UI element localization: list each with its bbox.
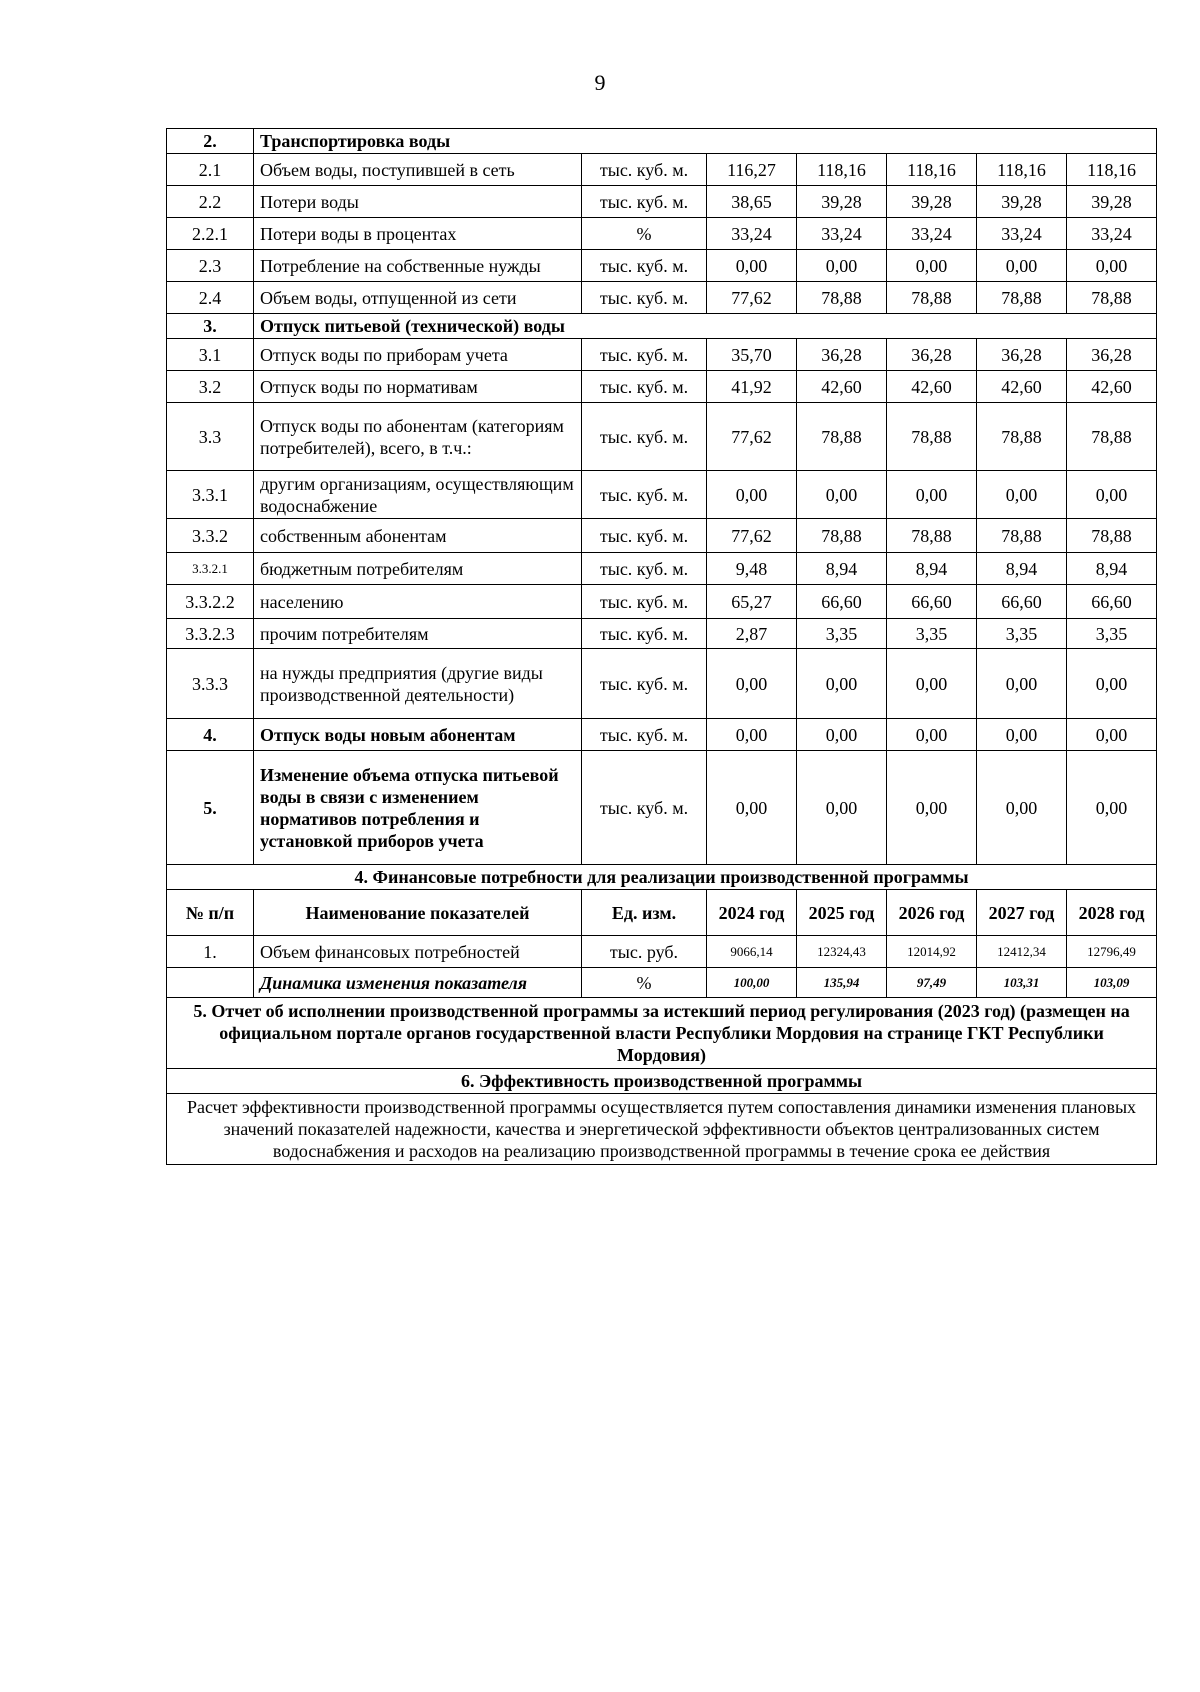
row-value: 78,88 bbox=[797, 519, 887, 553]
row-name: Отпуск воды по нормативам bbox=[254, 371, 582, 403]
row-value: 36,28 bbox=[1067, 339, 1157, 371]
row-value: 8,94 bbox=[797, 553, 887, 585]
row-value: 78,88 bbox=[797, 282, 887, 314]
row-name: Изменение объема отпуска питьевой воды в связи с изменением нормативов потребления и установкой приборов учета bbox=[254, 751, 582, 865]
row-name: бюджетным потребителям bbox=[254, 553, 582, 585]
report-row bbox=[167, 998, 1157, 1069]
row-name: Отпуск воды новым абонентам bbox=[254, 719, 582, 751]
row-unit: тыс. куб. м. bbox=[582, 403, 707, 471]
row-value: 38,65 bbox=[707, 186, 797, 218]
row-value: 3,35 bbox=[977, 619, 1067, 649]
row-name: Объем воды, отпущенной из сети bbox=[254, 282, 582, 314]
row-number: 3.3 bbox=[167, 403, 254, 471]
row-name: Отпуск воды по абонентам (категориям потребителей), всего, в т.ч.: bbox=[254, 403, 582, 471]
row-number: 2.3 bbox=[167, 250, 254, 282]
row-value: 0,00 bbox=[887, 719, 977, 751]
row-value: 42,60 bbox=[977, 371, 1067, 403]
row-value: 12324,43 bbox=[797, 936, 887, 968]
table-row bbox=[167, 719, 1157, 751]
row-value: 0,00 bbox=[887, 250, 977, 282]
table-row bbox=[167, 371, 1157, 403]
row-name: населению bbox=[254, 585, 582, 619]
row-value: 78,88 bbox=[1067, 519, 1157, 553]
table-row bbox=[167, 250, 1157, 282]
report-text: 5. Отчет об исполнении производственной программы за истекший период регулирования (2023 год) (размещен на официальном портале органов государственной власти Республики Мордовия на странице ГКТ Республики Мордовия) bbox=[167, 998, 1157, 1069]
row-value: 0,00 bbox=[707, 649, 797, 719]
row-value: 42,60 bbox=[797, 371, 887, 403]
row-number: 3.3.2.2 bbox=[167, 585, 254, 619]
section-header-row bbox=[167, 129, 1157, 154]
row-value: 0,00 bbox=[1067, 719, 1157, 751]
row-name: Потребление на собственные нужды bbox=[254, 250, 582, 282]
row-value: 39,28 bbox=[887, 186, 977, 218]
row-name: Динамика изменения показателя bbox=[254, 968, 582, 998]
header-num: № п/п bbox=[167, 890, 254, 936]
row-value: 12796,49 bbox=[1067, 936, 1157, 968]
row-value: 12412,34 bbox=[977, 936, 1067, 968]
row-value: 33,24 bbox=[707, 218, 797, 250]
row-name: собственным абонентам bbox=[254, 519, 582, 553]
table-row bbox=[167, 553, 1157, 585]
row-value: 8,94 bbox=[977, 553, 1067, 585]
row-value: 42,60 bbox=[887, 371, 977, 403]
row-unit: тыс. куб. м. bbox=[582, 471, 707, 519]
section-header-row bbox=[167, 314, 1157, 339]
row-value: 66,60 bbox=[1067, 585, 1157, 619]
table-row bbox=[167, 339, 1157, 371]
header-year: 2025 год bbox=[797, 890, 887, 936]
row-value: 78,88 bbox=[977, 282, 1067, 314]
row-value: 0,00 bbox=[977, 250, 1067, 282]
row-value: 66,60 bbox=[797, 585, 887, 619]
row-value: 3,35 bbox=[887, 619, 977, 649]
row-value: 33,24 bbox=[887, 218, 977, 250]
section-title: Транспортировка воды bbox=[254, 129, 1157, 154]
table-row bbox=[167, 282, 1157, 314]
row-value: 135,94 bbox=[797, 968, 887, 998]
row-name: Объем финансовых потребностей bbox=[254, 936, 582, 968]
row-value: 0,00 bbox=[1067, 649, 1157, 719]
table-row bbox=[167, 585, 1157, 619]
row-name: прочим потребителям bbox=[254, 619, 582, 649]
row-value: 0,00 bbox=[1067, 250, 1157, 282]
row-value: 8,94 bbox=[887, 553, 977, 585]
section-title: Отпуск питьевой (технической) воды bbox=[254, 314, 1157, 339]
row-value: 36,28 bbox=[977, 339, 1067, 371]
row-unit: тыс. куб. м. bbox=[582, 186, 707, 218]
table-row bbox=[167, 936, 1157, 968]
row-value: 3,35 bbox=[797, 619, 887, 649]
row-value: 39,28 bbox=[797, 186, 887, 218]
row-unit: тыс. куб. м. bbox=[582, 649, 707, 719]
row-value: 77,62 bbox=[707, 403, 797, 471]
row-unit: тыс. руб. bbox=[582, 936, 707, 968]
row-value: 78,88 bbox=[1067, 282, 1157, 314]
row-number: 3.3.3 bbox=[167, 649, 254, 719]
row-value: 0,00 bbox=[977, 751, 1067, 865]
row-value: 0,00 bbox=[887, 751, 977, 865]
table-row bbox=[167, 649, 1157, 719]
row-unit: % bbox=[582, 218, 707, 250]
row-value: 0,00 bbox=[1067, 471, 1157, 519]
row-value: 8,94 bbox=[1067, 553, 1157, 585]
row-value: 116,27 bbox=[707, 154, 797, 186]
row-name: Потери воды в процентах bbox=[254, 218, 582, 250]
efficiency-text: Расчет эффективности производственной программы осуществляется путем сопоставления динамики изменения плановых значений показателей надежности, качества и энергетической эффективности объектов централизованных систем водоснабжения и расходов на реализацию производственной программы в течение срока ее действия bbox=[167, 1094, 1157, 1165]
row-unit: тыс. куб. м. bbox=[582, 751, 707, 865]
table-row bbox=[167, 186, 1157, 218]
row-value: 77,62 bbox=[707, 519, 797, 553]
header-year: 2026 год bbox=[887, 890, 977, 936]
row-number: 3.2 bbox=[167, 371, 254, 403]
row-value: 78,88 bbox=[977, 403, 1067, 471]
row-value: 78,88 bbox=[887, 282, 977, 314]
row-value: 3,35 bbox=[1067, 619, 1157, 649]
row-number: 3.3.2 bbox=[167, 519, 254, 553]
row-value: 36,28 bbox=[797, 339, 887, 371]
row-value: 103,09 bbox=[1067, 968, 1157, 998]
row-value: 78,88 bbox=[1067, 403, 1157, 471]
finance-title: 4. Финансовые потребности для реализации производственной программы bbox=[167, 865, 1157, 890]
row-name: Отпуск воды по приборам учета bbox=[254, 339, 582, 371]
row-unit: тыс. куб. м. bbox=[582, 519, 707, 553]
row-value: 103,31 bbox=[977, 968, 1067, 998]
row-name: на нужды предприятия (другие виды производственной деятельности) bbox=[254, 649, 582, 719]
row-value: 118,16 bbox=[797, 154, 887, 186]
row-number: 3.3.2.3 bbox=[167, 619, 254, 649]
row-value: 0,00 bbox=[797, 751, 887, 865]
row-value: 65,27 bbox=[707, 585, 797, 619]
row-unit: тыс. куб. м. bbox=[582, 371, 707, 403]
table-row bbox=[167, 218, 1157, 250]
row-number: 3.1 bbox=[167, 339, 254, 371]
row-number: 1. bbox=[167, 936, 254, 968]
row-value: 78,88 bbox=[887, 519, 977, 553]
row-value: 0,00 bbox=[1067, 751, 1157, 865]
row-value: 33,24 bbox=[1067, 218, 1157, 250]
row-value: 9066,14 bbox=[707, 936, 797, 968]
row-name: Потери воды bbox=[254, 186, 582, 218]
page-number: 9 bbox=[594, 70, 606, 95]
row-value: 66,60 bbox=[887, 585, 977, 619]
row-unit: % bbox=[582, 968, 707, 998]
table-row bbox=[167, 403, 1157, 471]
table-row bbox=[167, 619, 1157, 649]
row-value: 0,00 bbox=[707, 250, 797, 282]
row-value: 118,16 bbox=[1067, 154, 1157, 186]
row-value: 0,00 bbox=[797, 471, 887, 519]
row-value: 33,24 bbox=[977, 218, 1067, 250]
header-year: 2027 год bbox=[977, 890, 1067, 936]
production-program-table bbox=[166, 128, 1157, 1165]
row-unit: тыс. куб. м. bbox=[582, 250, 707, 282]
row-number: 2.1 bbox=[167, 154, 254, 186]
row-name: другим организациям, осуществляющим водоснабжение bbox=[254, 471, 582, 519]
table-row bbox=[167, 154, 1157, 186]
row-unit: тыс. куб. м. bbox=[582, 585, 707, 619]
row-unit: тыс. куб. м. bbox=[582, 339, 707, 371]
row-value: 41,92 bbox=[707, 371, 797, 403]
row-value: 35,70 bbox=[707, 339, 797, 371]
row-number: 2.2 bbox=[167, 186, 254, 218]
row-value: 39,28 bbox=[977, 186, 1067, 218]
row-number: 3.3.2.1 bbox=[167, 553, 254, 585]
finance-title-row bbox=[167, 865, 1157, 890]
row-value: 78,88 bbox=[887, 403, 977, 471]
row-value: 0,00 bbox=[797, 250, 887, 282]
row-unit: тыс. куб. м. bbox=[582, 719, 707, 751]
table-row bbox=[167, 519, 1157, 553]
row-value: 12014,92 bbox=[887, 936, 977, 968]
row-unit: тыс. куб. м. bbox=[582, 619, 707, 649]
section-number: 3. bbox=[167, 314, 254, 339]
row-value: 42,60 bbox=[1067, 371, 1157, 403]
row-unit: тыс. куб. м. bbox=[582, 553, 707, 585]
efficiency-title-row bbox=[167, 1069, 1157, 1094]
table-row bbox=[167, 968, 1157, 998]
header-unit: Ед. изм. bbox=[582, 890, 707, 936]
row-value: 36,28 bbox=[887, 339, 977, 371]
row-value: 2,87 bbox=[707, 619, 797, 649]
row-value: 118,16 bbox=[887, 154, 977, 186]
row-number: 3.3.1 bbox=[167, 471, 254, 519]
row-unit: тыс. куб. м. bbox=[582, 154, 707, 186]
row-number: 5. bbox=[167, 751, 254, 865]
efficiency-text-row bbox=[167, 1094, 1157, 1165]
efficiency-title: 6. Эффективность производственной программы bbox=[167, 1069, 1157, 1094]
row-value: 0,00 bbox=[887, 471, 977, 519]
row-number: 2.4 bbox=[167, 282, 254, 314]
row-value: 97,49 bbox=[887, 968, 977, 998]
row-value: 33,24 bbox=[797, 218, 887, 250]
finance-header-row bbox=[167, 890, 1157, 936]
row-value: 0,00 bbox=[707, 719, 797, 751]
row-number: 4. bbox=[167, 719, 254, 751]
header-year: 2024 год bbox=[707, 890, 797, 936]
row-value: 0,00 bbox=[797, 719, 887, 751]
section-number: 2. bbox=[167, 129, 254, 154]
row-value: 100,00 bbox=[707, 968, 797, 998]
row-value: 0,00 bbox=[707, 751, 797, 865]
row-value: 39,28 bbox=[1067, 186, 1157, 218]
row-value: 0,00 bbox=[887, 649, 977, 719]
row-value: 0,00 bbox=[977, 719, 1067, 751]
row-value: 0,00 bbox=[977, 649, 1067, 719]
row-value: 9,48 bbox=[707, 553, 797, 585]
header-year: 2028 год bbox=[1067, 890, 1157, 936]
row-value: 0,00 bbox=[797, 649, 887, 719]
row-number: 2.2.1 bbox=[167, 218, 254, 250]
row-value: 118,16 bbox=[977, 154, 1067, 186]
header-name: Наименование показателей bbox=[254, 890, 582, 936]
row-value: 66,60 bbox=[977, 585, 1067, 619]
row-name: Объем воды, поступившей в сеть bbox=[254, 154, 582, 186]
row-number bbox=[167, 968, 254, 998]
row-value: 0,00 bbox=[977, 471, 1067, 519]
row-value: 77,62 bbox=[707, 282, 797, 314]
table-row bbox=[167, 471, 1157, 519]
row-value: 78,88 bbox=[977, 519, 1067, 553]
row-unit: тыс. куб. м. bbox=[582, 282, 707, 314]
row-value: 78,88 bbox=[797, 403, 887, 471]
row-value: 0,00 bbox=[707, 471, 797, 519]
table-row bbox=[167, 751, 1157, 865]
